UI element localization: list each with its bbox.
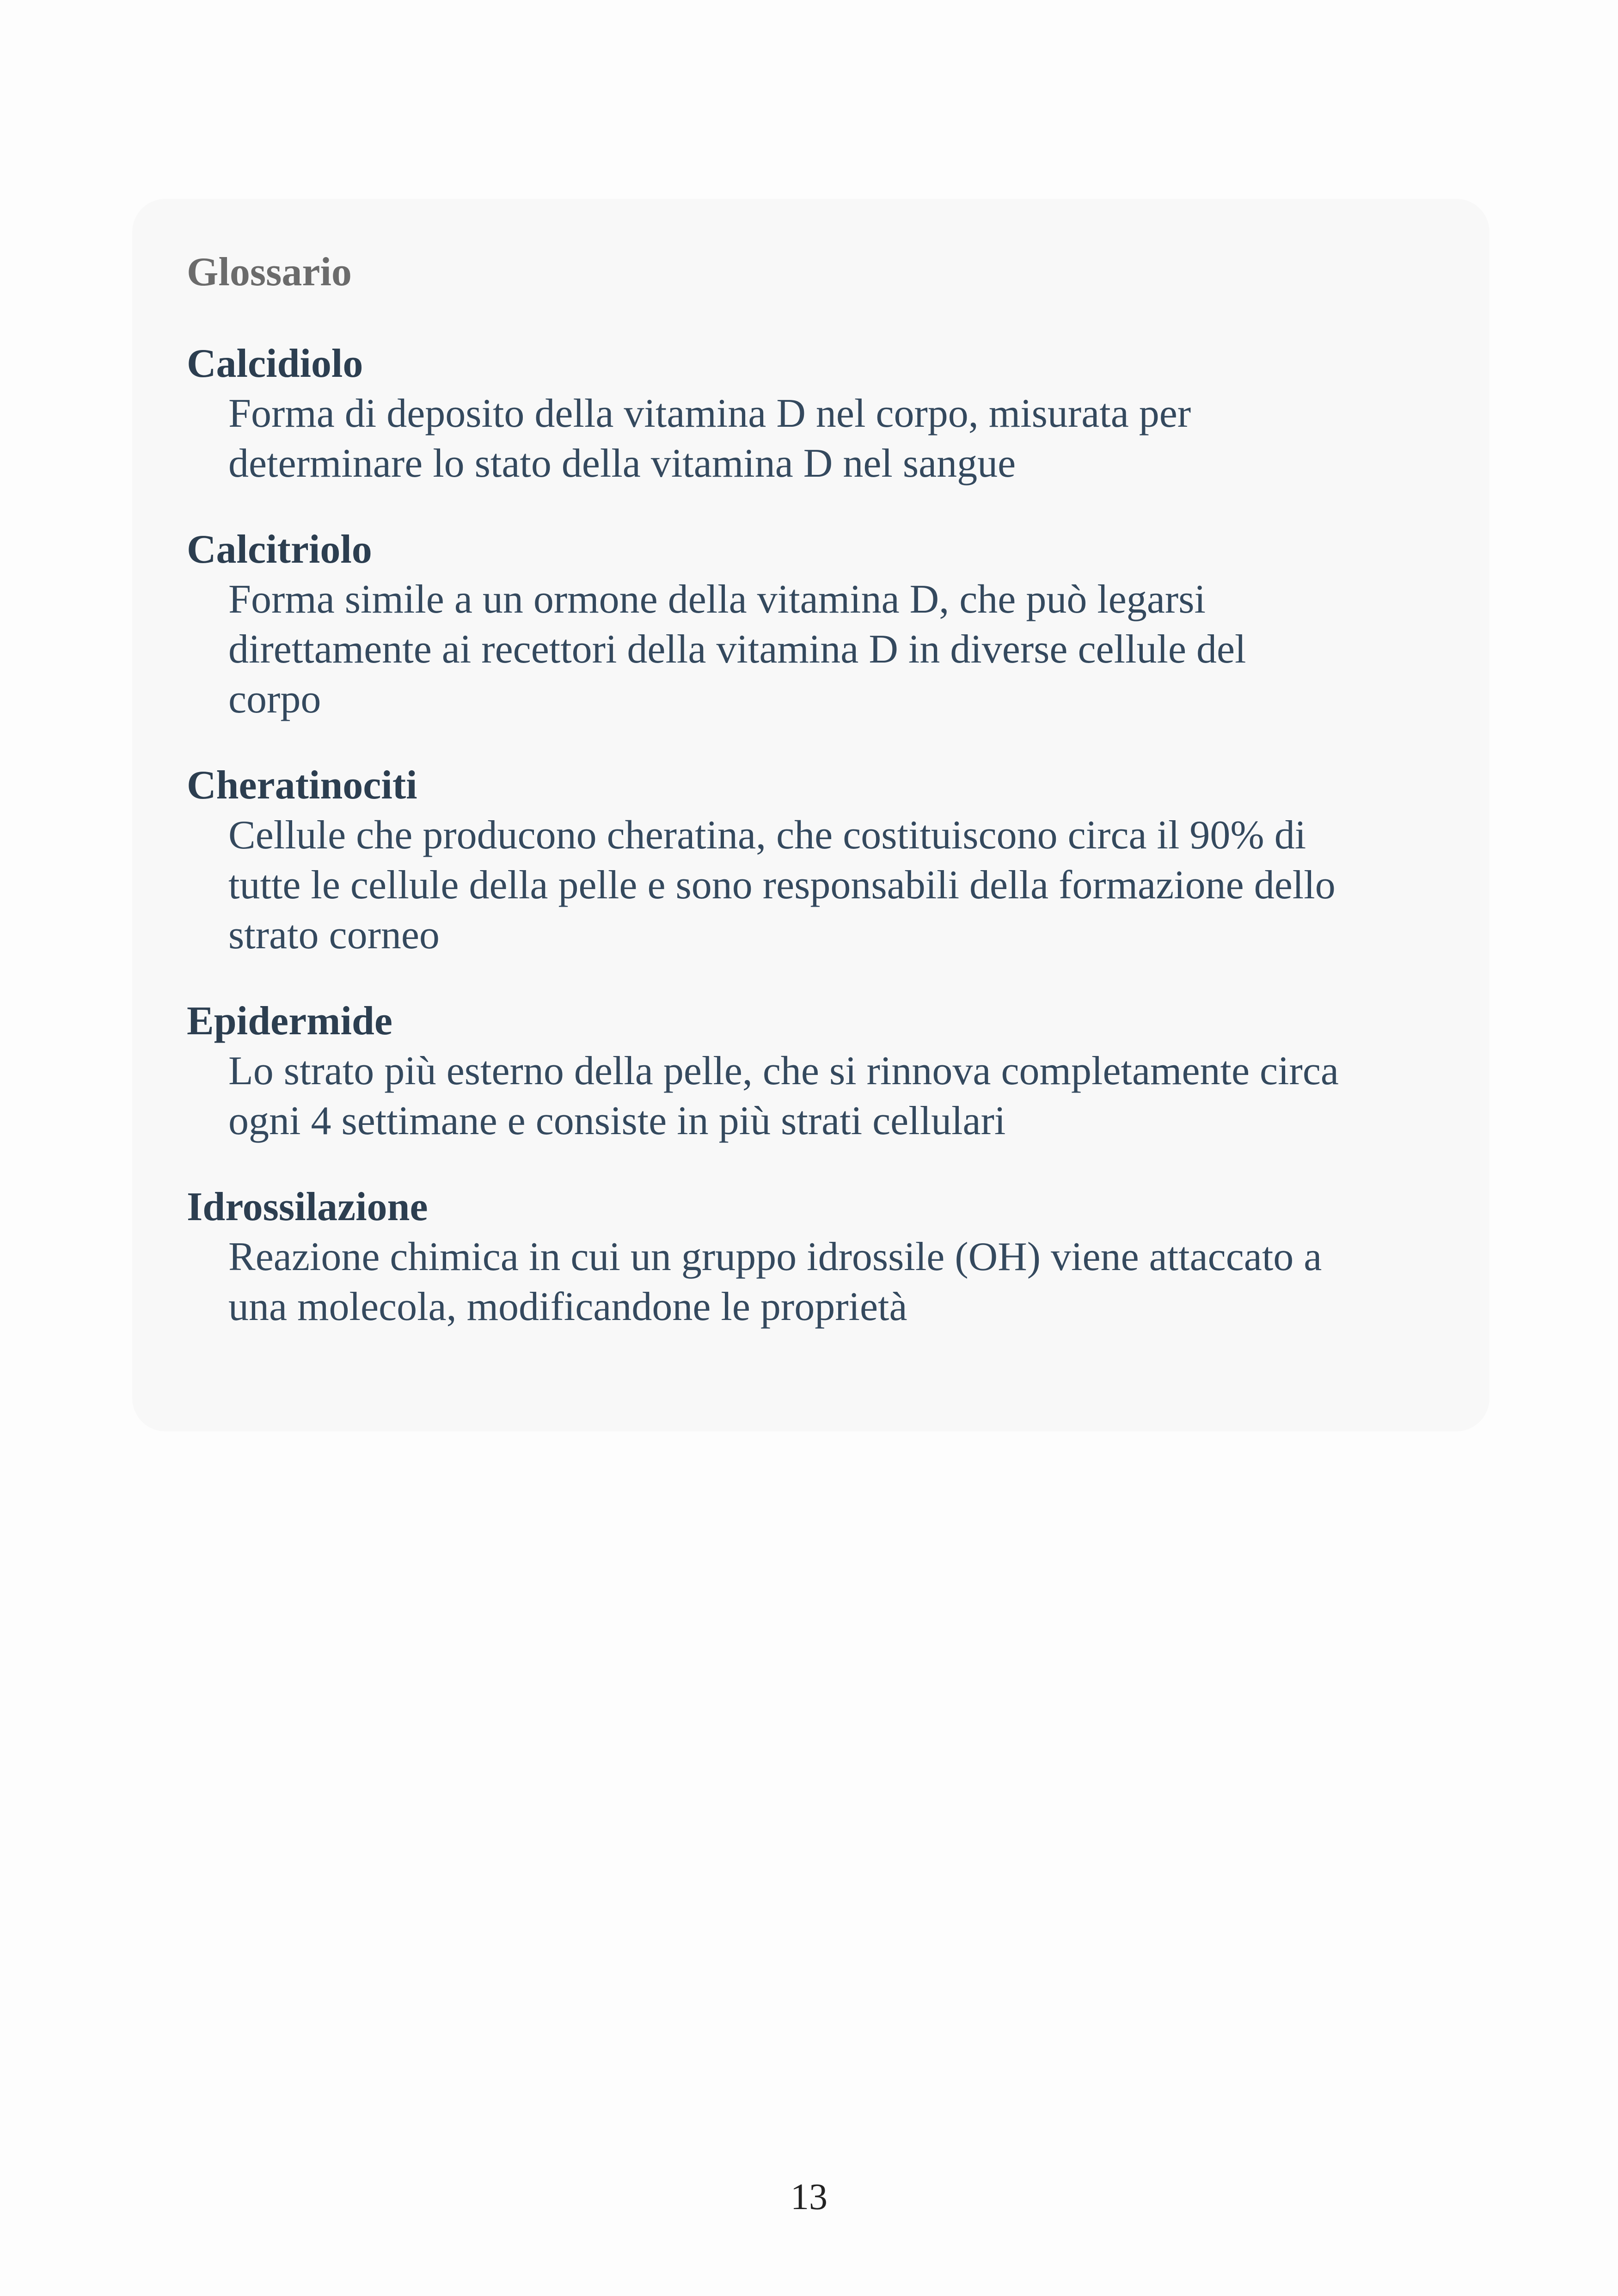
page-number: 13 — [791, 2177, 827, 2217]
glossary-definition — [228, 575, 1435, 724]
glossary-definition — [228, 1046, 1435, 1146]
glossary-box — [132, 199, 1489, 1431]
definition-line: strato corneo — [228, 913, 440, 958]
glossary-entry — [187, 1187, 1435, 1332]
glossary-definition — [228, 1232, 1435, 1332]
glossary-entry — [187, 1001, 1435, 1146]
definition-line: Cellule che producono cheratina, che costituiscono circa il 90% di — [228, 813, 1306, 858]
glossary-term: Idrossilazione — [187, 1185, 428, 1229]
glossary-term: Calcitriolo — [187, 527, 372, 572]
glossary-title: Glossario — [187, 250, 352, 295]
glossary-definition — [228, 389, 1435, 489]
definition-line: determinare lo stato della vitamina D nel sangue — [228, 441, 1016, 486]
glossary-entry — [187, 529, 1435, 724]
glossary-term: Calcidiolo — [187, 341, 363, 386]
definition-line: Forma di deposito della vitamina D nel corpo, misurata per — [228, 391, 1191, 436]
definition-line: Forma simile a un ormone della vitamina D, che può legarsi — [228, 577, 1206, 622]
glossary-term: Epidermide — [187, 999, 392, 1044]
definition-line: Lo strato più esterno della pelle, che si rinnova completamente circa — [228, 1049, 1339, 1093]
definition-line: una molecola, modificandone le proprietà — [228, 1284, 907, 1329]
definition-line: direttamente ai recettori della vitamina D in diverse cellule del — [228, 627, 1246, 672]
glossary-definition — [228, 810, 1435, 960]
definition-line: ogni 4 settimane e consiste in più strati cellulari — [228, 1099, 1006, 1143]
glossary-entry — [187, 341, 1435, 489]
glossary-entry — [187, 765, 1435, 960]
definition-line: Reazione chimica in cui un gruppo idrossile (OH) viene attaccato a — [228, 1234, 1322, 1279]
definition-line: corpo — [228, 677, 321, 722]
definition-line: tutte le cellule della pelle e sono responsabili della formazione dello — [228, 863, 1336, 908]
glossary-term: Cheratinociti — [187, 763, 417, 808]
